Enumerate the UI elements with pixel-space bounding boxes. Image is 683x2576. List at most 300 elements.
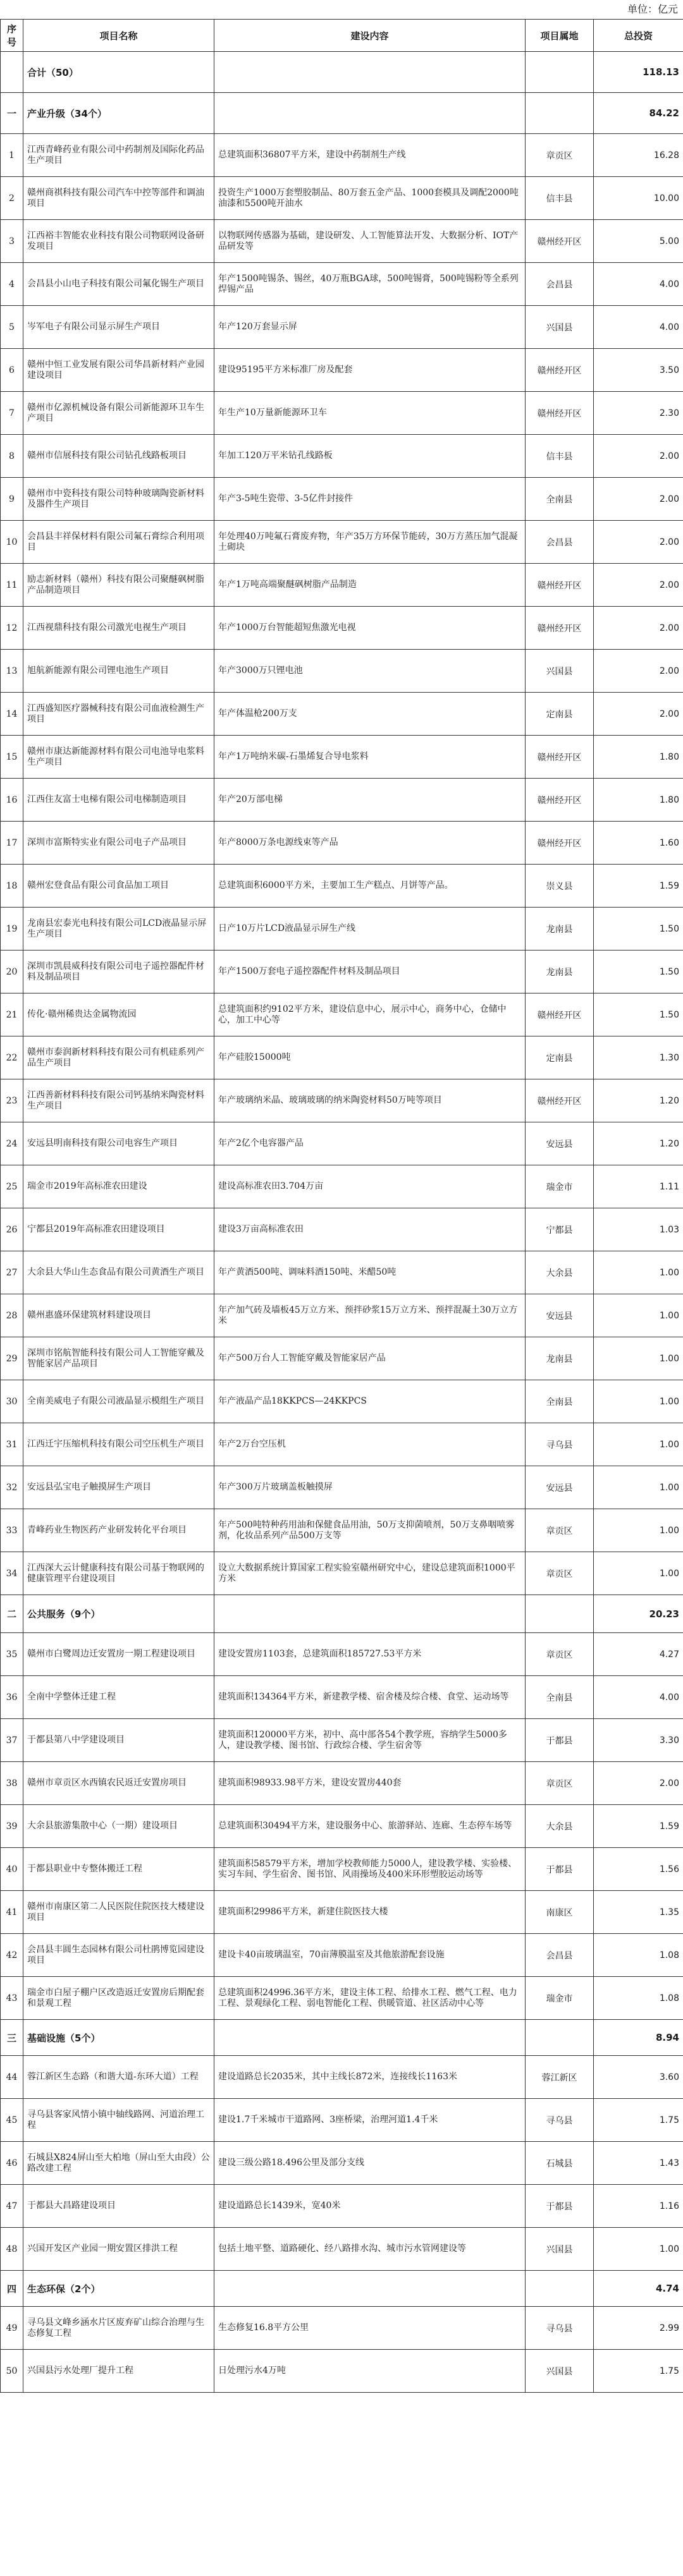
project-name: 江西裕丰智能农业科技有限公司物联网设备研发项目 — [23, 220, 214, 263]
project-area: 大余县 — [526, 1805, 594, 1848]
project-name: 宁都县2019年高标准农田建设项目 — [23, 1208, 214, 1251]
project-content: 建筑面积120000平方米，初中、高中部各54个教学班，容纳学生5000多人，建设教学楼、图书馆、行政综合楼、学生宿舍等 — [214, 1719, 526, 1762]
project-area: 会昌县 — [526, 1934, 594, 1977]
project-amount: 1.00 — [594, 1337, 683, 1380]
project-name: 赣州市泰润新材料科技有限公司有机硅系列产品生产项目 — [23, 1036, 214, 1079]
row-number: 33 — [1, 1509, 23, 1552]
project-name: 安远县明南科技有限公司电容生产项目 — [23, 1122, 214, 1165]
project-area: 兴国县 — [526, 2228, 594, 2271]
row-number: 11 — [1, 564, 23, 607]
project-amount: 1.35 — [594, 1891, 683, 1934]
table-row — [1, 306, 683, 349]
project-area: 赣州经开区 — [526, 220, 594, 263]
section-content — [214, 2271, 526, 2307]
row-number: 7 — [1, 392, 23, 435]
project-name: 于都县职业中专整体搬迁工程 — [23, 1848, 214, 1891]
project-content: 年产1万吨纳米碳-石墨烯复合导电浆料 — [214, 736, 526, 779]
table-row — [1, 822, 683, 865]
project-name: 瑞金市白屋子棚户区改造返迁安置房后期配套和景观工程 — [23, 1977, 214, 2020]
project-area: 赣州经开区 — [526, 349, 594, 392]
table-row — [1, 263, 683, 306]
section-content — [214, 1595, 526, 1633]
project-area: 全南县 — [526, 478, 594, 521]
project-content: 年产体温枪200万支 — [214, 693, 526, 736]
table-row — [1, 1719, 683, 1762]
table-row — [1, 1423, 683, 1466]
project-amount: 16.28 — [594, 134, 683, 177]
project-area: 大余县 — [526, 1251, 594, 1294]
row-number: 32 — [1, 1466, 23, 1509]
project-name: 于都县第八中学建设项目 — [23, 1719, 214, 1762]
project-area: 赣州经开区 — [526, 392, 594, 435]
project-content: 建设1.7千米城市干道路网、3座桥梁，治理河道1.4千米 — [214, 2099, 526, 2142]
section-row — [1, 93, 683, 134]
row-number: 30 — [1, 1380, 23, 1423]
table-row — [1, 2228, 683, 2271]
row-number: 31 — [1, 1423, 23, 1466]
project-area: 赣州经开区 — [526, 822, 594, 865]
project-content: 设立大数据系统计算国家工程实验室赣州研究中心，建设总建筑面积1000平方米 — [214, 1552, 526, 1595]
project-amount: 10.00 — [594, 177, 683, 220]
row-number: 15 — [1, 736, 23, 779]
project-content: 建筑面积58579平方米，增加学校教师能力5000人，建设教学楼、实验楼、实习车间、学生宿舍、图书馆、风雨操场及400米环形塑胶运动场等 — [214, 1848, 526, 1891]
project-amount: 3.30 — [594, 1719, 683, 1762]
row-number: 1 — [1, 134, 23, 177]
table-row — [1, 1977, 683, 2020]
project-content: 建筑面积134364平方米，新建教学楼、宿舍楼及综合楼、食堂、运动场等 — [214, 1676, 526, 1719]
row-number: 6 — [1, 349, 23, 392]
header-amount: 总投资 — [594, 20, 683, 52]
project-name: 赣州中恒工业发展有限公司华昌新材料产业园建设项目 — [23, 349, 214, 392]
project-name: 赣州市中瓷科技有限公司特种玻璃陶瓷新材料及器件生产项目 — [23, 478, 214, 521]
table-row — [1, 650, 683, 693]
row-number: 3 — [1, 220, 23, 263]
project-content: 日产10万片LCD液晶显示屏生产线 — [214, 908, 526, 951]
project-amount: 2.00 — [594, 607, 683, 650]
row-number: 14 — [1, 693, 23, 736]
project-name: 石城县X824屏山至大柏地（屏山至大由段）公路改建工程 — [23, 2142, 214, 2185]
project-content: 年产硅胶15000吨 — [214, 1036, 526, 1079]
project-area: 安远县 — [526, 1294, 594, 1337]
project-area: 龙南县 — [526, 908, 594, 951]
project-name: 深圳市铭航智能科技有限公司人工智能穿戴及智能家居产品项目 — [23, 1337, 214, 1380]
project-content: 建设3万亩高标准农田 — [214, 1208, 526, 1251]
row-number: 35 — [1, 1633, 23, 1676]
project-name: 江西善新材料科技有限公司钙基纳米陶瓷材料生产项目 — [23, 1079, 214, 1122]
project-name: 旭航新能源有限公司锂电池生产项目 — [23, 650, 214, 693]
project-content: 年产300万片玻璃盖板触摸屏 — [214, 1466, 526, 1509]
project-name: 赣州市白鹭周边迁安置房一期工程建设项目 — [23, 1633, 214, 1676]
project-amount: 1.08 — [594, 1934, 683, 1977]
section-area — [526, 93, 594, 134]
section-number: 三 — [1, 2020, 23, 2056]
project-amount: 1.20 — [594, 1122, 683, 1165]
project-content: 年产2万台空压机 — [214, 1423, 526, 1466]
project-amount: 4.00 — [594, 306, 683, 349]
row-number: 38 — [1, 1762, 23, 1805]
project-name: 江西视鼎科技有限公司激光电视生产项目 — [23, 607, 214, 650]
project-amount: 2.30 — [594, 392, 683, 435]
table-row — [1, 2185, 683, 2228]
project-amount: 2.00 — [594, 478, 683, 521]
table-row — [1, 134, 683, 177]
table-row — [1, 478, 683, 521]
project-area: 赣州经开区 — [526, 779, 594, 822]
header-area: 项目属地 — [526, 20, 594, 52]
row-number: 34 — [1, 1552, 23, 1595]
total-area — [526, 52, 594, 93]
row-number: 9 — [1, 478, 23, 521]
project-name: 于都县大昌路建设项目 — [23, 2185, 214, 2228]
project-amount: 4.00 — [594, 263, 683, 306]
project-content: 总建筑面积24996.36平方米，建设主体工程、给排水工程、燃气工程、电力工程、景观绿化工程、弱电智能化工程、供暖管道、社区活动中心等 — [214, 1977, 526, 2020]
project-area: 兴国县 — [526, 306, 594, 349]
row-number: 5 — [1, 306, 23, 349]
project-area: 赣州经开区 — [526, 993, 594, 1036]
table-row — [1, 177, 683, 220]
table-header-row — [1, 20, 683, 52]
project-amount: 3.50 — [594, 349, 683, 392]
project-area: 赣州经开区 — [526, 736, 594, 779]
project-content: 建设安置房1103套，总建筑面积185727.53平方米 — [214, 1633, 526, 1676]
project-content: 年产3-5吨生瓷带、3-5亿件封接件 — [214, 478, 526, 521]
project-name: 会昌县丰祥保材料有限公司氟石膏综合利用项目 — [23, 521, 214, 564]
project-name: 赣州市康达新能源材料有限公司电池导电浆料生产项目 — [23, 736, 214, 779]
project-name: 安远县弘宝电子触摸屏生产项目 — [23, 1466, 214, 1509]
project-area: 章贡区 — [526, 134, 594, 177]
project-amount: 3.60 — [594, 2056, 683, 2099]
table-row — [1, 779, 683, 822]
table-row — [1, 1805, 683, 1848]
project-content: 年产1000万台智能超短焦激光电视 — [214, 607, 526, 650]
project-area: 会昌县 — [526, 521, 594, 564]
row-number: 39 — [1, 1805, 23, 1848]
project-name: 瑞金市2019年高标准农田建设 — [23, 1165, 214, 1208]
row-number: 23 — [1, 1079, 23, 1122]
section-title: 公共服务（9个） — [23, 1595, 214, 1633]
row-number: 42 — [1, 1934, 23, 1977]
row-number: 27 — [1, 1251, 23, 1294]
project-content: 年产20万部电梯 — [214, 779, 526, 822]
project-content: 以物联网传感器为基础，建设研发、人工智能算法开发、大数据分析、IOT产品研发等 — [214, 220, 526, 263]
total-label: 合计（50） — [23, 52, 214, 93]
project-area: 章贡区 — [526, 1633, 594, 1676]
section-amount: 20.23 — [594, 1595, 683, 1633]
project-amount: 2.00 — [594, 435, 683, 478]
project-name: 全南中学整体迁建工程 — [23, 1676, 214, 1719]
section-amount: 8.94 — [594, 2020, 683, 2056]
project-area: 南康区 — [526, 1891, 594, 1934]
total-content — [214, 52, 526, 93]
section-area — [526, 2271, 594, 2307]
project-area: 于都县 — [526, 1848, 594, 1891]
table-row — [1, 607, 683, 650]
row-number: 20 — [1, 951, 23, 993]
project-amount: 1.60 — [594, 822, 683, 865]
project-content: 投资生产1000万套塑胶制品、80万套五金产品、1000套模具及调配2000吨油漆和5500吨开油水 — [214, 177, 526, 220]
project-area: 石城县 — [526, 2142, 594, 2185]
project-name: 赣州惠盛环保建筑材料建设项目 — [23, 1294, 214, 1337]
project-area: 崇义县 — [526, 865, 594, 908]
project-amount: 1.59 — [594, 1805, 683, 1848]
project-amount: 1.20 — [594, 1079, 683, 1122]
project-content: 年处理40万吨氟石膏废弃物，年产35万方环保节能砖，30万方蒸压加气混凝土砌块 — [214, 521, 526, 564]
project-amount: 2.00 — [594, 521, 683, 564]
project-area: 赣州经开区 — [526, 564, 594, 607]
table-row — [1, 1208, 683, 1251]
project-amount: 1.50 — [594, 908, 683, 951]
project-name: 赣州市亿源机械设备有限公司新能源环卫车生产项目 — [23, 392, 214, 435]
project-content: 总建筑面积约9102平方米，建设信息中心，展示中心，商务中心，仓储中心，加工中心等 — [214, 993, 526, 1036]
project-amount: 1.75 — [594, 2099, 683, 2142]
project-name: 深圳市富斯特实业有限公司电子产品项目 — [23, 822, 214, 865]
project-amount: 1.00 — [594, 1294, 683, 1337]
table-row — [1, 951, 683, 993]
section-number: 二 — [1, 1595, 23, 1633]
project-area: 瑞金市 — [526, 1165, 594, 1208]
project-area: 章贡区 — [526, 1509, 594, 1552]
project-name: 赣州市章贡区水西镇农民返迁安置房项目 — [23, 1762, 214, 1805]
row-number: 24 — [1, 1122, 23, 1165]
project-content: 建设三级公路18.496公里及部分支线 — [214, 2142, 526, 2185]
project-name: 寻乌县客家风情小镇中轴线路网、河道治理工程 — [23, 2099, 214, 2142]
project-amount: 1.00 — [594, 1509, 683, 1552]
row-number: 13 — [1, 650, 23, 693]
project-content: 建设道路总长1439米，宽40米 — [214, 2185, 526, 2228]
project-area: 蓉江新区 — [526, 2056, 594, 2099]
table-row — [1, 1165, 683, 1208]
project-content: 年生产10万量新能源环卫车 — [214, 392, 526, 435]
table-row — [1, 908, 683, 951]
project-name: 赣州宏登食品有限公司食品加工项目 — [23, 865, 214, 908]
table-row — [1, 349, 683, 392]
row-number: 50 — [1, 2350, 23, 2393]
project-name: 传化·赣州稀贵达金属物流园 — [23, 993, 214, 1036]
project-content: 总建筑面积30494平方米，建设服务中心、旅游驿站、连廊、生态停车场等 — [214, 1805, 526, 1848]
project-area: 赣州经开区 — [526, 607, 594, 650]
project-amount: 1.00 — [594, 1380, 683, 1423]
table-row — [1, 2307, 683, 2350]
project-area: 龙南县 — [526, 1337, 594, 1380]
project-content: 年产黄酒500吨、调味料酒150吨、米醋50吨 — [214, 1251, 526, 1294]
section-row — [1, 1595, 683, 1633]
project-area: 赣州经开区 — [526, 1079, 594, 1122]
project-name: 全南美威电子有限公司液晶显示模组生产项目 — [23, 1380, 214, 1423]
table-row — [1, 220, 683, 263]
project-amount: 2.99 — [594, 2307, 683, 2350]
row-number: 22 — [1, 1036, 23, 1079]
row-number: 41 — [1, 1891, 23, 1934]
project-amount: 1.00 — [594, 1251, 683, 1294]
row-number: 18 — [1, 865, 23, 908]
project-name: 深圳市凯晨威科技有限公司电子遥控器配件材料及制品项目 — [23, 951, 214, 993]
project-content: 年产500吨特种药用油和保健食品用油，50万支抑菌喷剂，50万支鼻咽喷雾剂，化妆品系列产品500万支等 — [214, 1509, 526, 1552]
project-area: 兴国县 — [526, 2350, 594, 2393]
project-content: 建筑面积98933.98平方米，建设安置房440套 — [214, 1762, 526, 1805]
row-number: 21 — [1, 993, 23, 1036]
project-content: 年产加气砖及墙板45万立方米、预拌砂浆15万立方米、预拌混凝土30万立方米 — [214, 1294, 526, 1337]
project-name: 江西深大云计健康科技有限公司基于物联网的健康管理平台建设项目 — [23, 1552, 214, 1595]
table-row — [1, 1848, 683, 1891]
project-area: 寻乌县 — [526, 1423, 594, 1466]
table-row — [1, 865, 683, 908]
project-content: 总建筑面积36807平方米，建设中药制剂生产线 — [214, 134, 526, 177]
project-content: 年加工120万平米钻孔线路板 — [214, 435, 526, 478]
project-name: 励志新材料（赣州）科技有限公司聚醚砜树脂产品制造项目 — [23, 564, 214, 607]
row-number: 46 — [1, 2142, 23, 2185]
header-name: 项目名称 — [23, 20, 214, 52]
table-row — [1, 1891, 683, 1934]
project-area: 于都县 — [526, 2185, 594, 2228]
project-area: 寻乌县 — [526, 2307, 594, 2350]
project-name: 江西住友富士电梯有限公司电梯制造项目 — [23, 779, 214, 822]
table-row — [1, 2142, 683, 2185]
project-name: 江西青峰药业有限公司中药制剂及国际化药品生产项目 — [23, 134, 214, 177]
project-amount: 2.00 — [594, 650, 683, 693]
project-content: 建设高标准农田3.704万亩 — [214, 1165, 526, 1208]
project-amount: 1.50 — [594, 993, 683, 1036]
project-amount: 1.00 — [594, 1423, 683, 1466]
row-number: 8 — [1, 435, 23, 478]
project-area: 宁都县 — [526, 1208, 594, 1251]
table-row — [1, 1762, 683, 1805]
header-seq: 序号 — [1, 20, 23, 52]
project-amount: 4.27 — [594, 1633, 683, 1676]
row-number: 25 — [1, 1165, 23, 1208]
project-area: 瑞金市 — [526, 1977, 594, 2020]
project-area: 会昌县 — [526, 263, 594, 306]
project-name: 青峰药业生物医药产业研发转化平台项目 — [23, 1509, 214, 1552]
project-name: 大余县旅游集散中心（一期）建设项目 — [23, 1805, 214, 1848]
project-name: 会昌县小山电子科技有限公司氟化锡生产项目 — [23, 263, 214, 306]
section-area — [526, 1595, 594, 1633]
project-name: 兴国开发区产业园一期安置区排洪工程 — [23, 2228, 214, 2271]
project-content: 建设道路总长2035米，其中主线长872米，连接线长1163米 — [214, 2056, 526, 2099]
project-content: 年产500万台人工智能穿戴及智能家居产品 — [214, 1337, 526, 1380]
project-content: 年产3000万只锂电池 — [214, 650, 526, 693]
project-area: 安远县 — [526, 1466, 594, 1509]
total-seq — [1, 52, 23, 93]
project-area: 定南县 — [526, 693, 594, 736]
project-content: 年产1500万套电子遥控器配件材料及制品项目 — [214, 951, 526, 993]
project-amount: 4.00 — [594, 1676, 683, 1719]
table-row — [1, 1676, 683, 1719]
table-row — [1, 1633, 683, 1676]
project-area: 寻乌县 — [526, 2099, 594, 2142]
project-amount: 1.59 — [594, 865, 683, 908]
project-amount: 1.75 — [594, 2350, 683, 2393]
project-amount: 2.00 — [594, 564, 683, 607]
project-area: 安远县 — [526, 1122, 594, 1165]
project-amount: 1.00 — [594, 2228, 683, 2271]
row-number: 47 — [1, 2185, 23, 2228]
project-area: 兴国县 — [526, 650, 594, 693]
project-content: 建设卡40亩玻璃温室，70亩薄膜温室及其他旅游配套设施 — [214, 1934, 526, 1977]
project-name: 大余县大华山生态食品有限公司黄酒生产项目 — [23, 1251, 214, 1294]
project-amount: 1.08 — [594, 1977, 683, 2020]
project-amount: 2.00 — [594, 1762, 683, 1805]
section-title: 基础设施（5个） — [23, 2020, 214, 2056]
unit-label: 单位：亿元 — [627, 3, 678, 15]
project-name: 赣州市信展科技有限公司钻孔线路板项目 — [23, 435, 214, 478]
table-row — [1, 736, 683, 779]
project-name: 蓉江新区生态路（和谐大道-东环大道）工程 — [23, 2056, 214, 2099]
row-number: 16 — [1, 779, 23, 822]
section-row — [1, 2020, 683, 2056]
section-row — [1, 2271, 683, 2307]
table-row — [1, 1122, 683, 1165]
project-area: 全南县 — [526, 1676, 594, 1719]
table-row — [1, 2099, 683, 2142]
table-row — [1, 1509, 683, 1552]
row-number: 43 — [1, 1977, 23, 2020]
table-row — [1, 2350, 683, 2393]
project-name: 龙南县宏泰光电科技有限公司LCD液晶显示屏生产项目 — [23, 908, 214, 951]
row-number: 36 — [1, 1676, 23, 1719]
table-row — [1, 1079, 683, 1122]
project-content: 生态修复16.8平方公里 — [214, 2307, 526, 2350]
project-amount: 1.03 — [594, 1208, 683, 1251]
project-name: 江西迁宇压缩机科技有限公司空压机生产项目 — [23, 1423, 214, 1466]
project-amount: 1.56 — [594, 1848, 683, 1891]
total-amount: 118.13 — [594, 52, 683, 93]
table-row — [1, 1380, 683, 1423]
row-number: 37 — [1, 1719, 23, 1762]
project-area: 信丰县 — [526, 435, 594, 478]
project-content: 年产120万套显示屏 — [214, 306, 526, 349]
project-name: 赣州商祺科技有限公司汽车中控等部件和调油项目 — [23, 177, 214, 220]
row-number: 45 — [1, 2099, 23, 2142]
table-row — [1, 1251, 683, 1294]
row-number: 19 — [1, 908, 23, 951]
row-number: 44 — [1, 2056, 23, 2099]
row-number: 29 — [1, 1337, 23, 1380]
section-title: 生态环保（2个） — [23, 2271, 214, 2307]
row-number: 4 — [1, 263, 23, 306]
project-content: 建设95195平方米标准厂房及配套 — [214, 349, 526, 392]
row-number: 17 — [1, 822, 23, 865]
project-name: 赣州市南康区第二人民医院住院医技大楼建设项目 — [23, 1891, 214, 1934]
table-row — [1, 1294, 683, 1337]
project-content: 年产8000万条电源线束等产品 — [214, 822, 526, 865]
project-table — [0, 19, 683, 2393]
project-name: 兴国县污水处理厂提升工程 — [23, 2350, 214, 2393]
project-name: 会昌县丰圆生态园林有限公司杜鹃博览园建设项目 — [23, 1934, 214, 1977]
project-content: 年产2亿个电容器产品 — [214, 1122, 526, 1165]
section-content — [214, 93, 526, 134]
project-area: 定南县 — [526, 1036, 594, 1079]
table-row — [1, 521, 683, 564]
project-amount: 1.00 — [594, 1466, 683, 1509]
row-number: 49 — [1, 2307, 23, 2350]
total-row — [1, 52, 683, 93]
row-number: 12 — [1, 607, 23, 650]
project-amount: 1.80 — [594, 779, 683, 822]
project-content: 年产1500吨锡条、锡丝，40万瓶BGA球，500吨锡膏，500吨锡粉等全系列焊锡产品 — [214, 263, 526, 306]
project-content: 日处理污水4万吨 — [214, 2350, 526, 2393]
project-area: 信丰县 — [526, 177, 594, 220]
project-amount: 1.16 — [594, 2185, 683, 2228]
section-number: 四 — [1, 2271, 23, 2307]
table-row — [1, 993, 683, 1036]
table-row — [1, 1036, 683, 1079]
project-content: 年产玻璃纳米晶、玻璃玻璃的纳米陶瓷材料50万吨等项目 — [214, 1079, 526, 1122]
section-content — [214, 2020, 526, 2056]
project-amount: 2.00 — [594, 693, 683, 736]
table-row — [1, 1934, 683, 1977]
table-row — [1, 1552, 683, 1595]
project-amount: 1.50 — [594, 951, 683, 993]
